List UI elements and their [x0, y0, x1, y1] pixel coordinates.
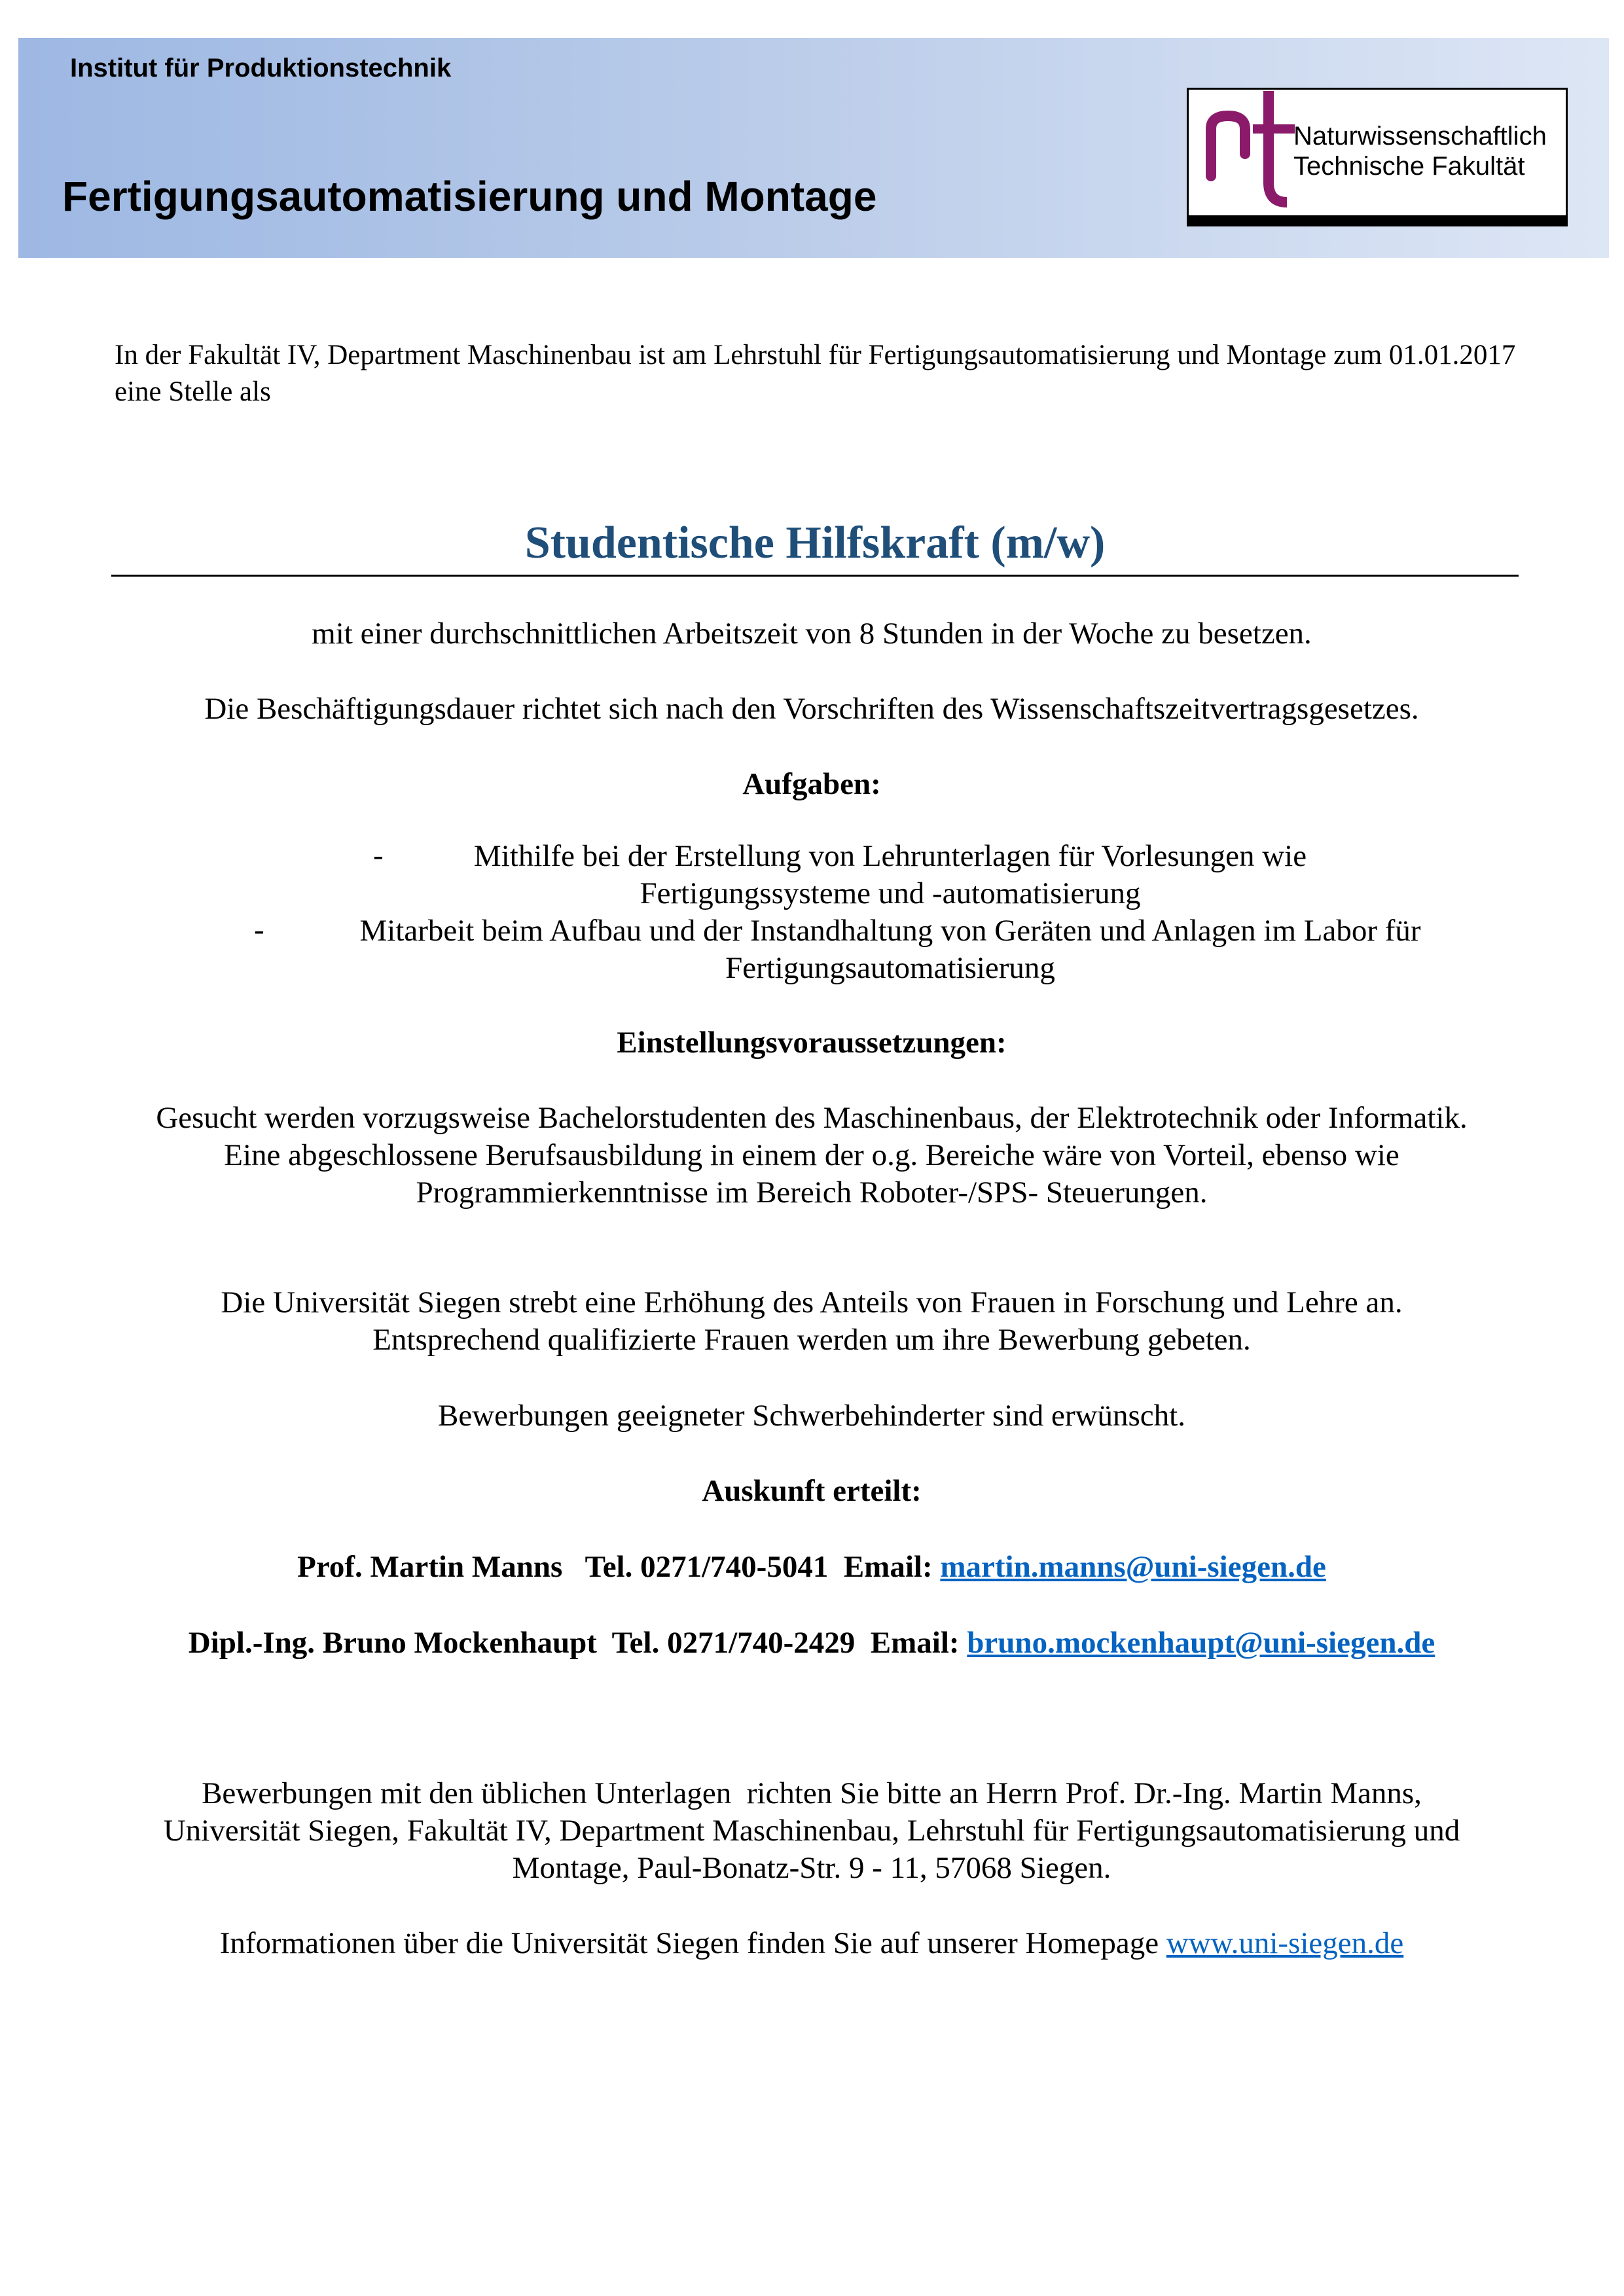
intro-paragraph: In der Fakultät IV, Department Maschinenbau ist am Lehrstuhl für Fertigungsautomatisierung und Montage zum 01.01.2017 eine Stelle als — [115, 340, 1516, 407]
contact-person-1-details: Prof. Martin Manns Tel. 0271/740-5041 Email: — [297, 1550, 941, 1584]
contact-person-1 — [79, 1549, 1545, 1586]
task-2-line-1: Mitarbeit beim Aufbau und der Instandhaltung von Geräten und Anlagen im Labor für — [359, 914, 1421, 948]
task-2-line-2: Fertigungsautomatisierung — [725, 951, 1055, 985]
homepage-info — [79, 1925, 1545, 1962]
disabled-applicants-text: Bewerbungen geeigneter Schwerbehinderter sind erwünscht. — [438, 1399, 1185, 1433]
task-2-bullet: - — [254, 913, 264, 947]
equality-line-2: Entsprechend qualifizierte Frauen werden um ihre Bewerbung gebeten. — [372, 1323, 1251, 1357]
title-divider — [111, 575, 1519, 577]
homepage-link[interactable]: www.uni-siegen.de — [1166, 1926, 1404, 1960]
requirements-heading: Einstellungsvoraussetzungen: — [617, 1026, 1007, 1060]
application-line-1: Bewerbungen mit den üblichen Unterlagen richten Sie bitte an Herrn Prof. Dr.-Ing. Martin Manns, — [202, 1776, 1422, 1810]
homepage-info-text: Informationen über die Universität Siegen finden Sie auf unserer Homepage — [219, 1926, 1166, 1960]
logo-line-2: Technische Fakultät — [1293, 152, 1525, 181]
application-line-2: Universität Siegen, Fakultät IV, Department Maschinenbau, Lehrstuhl für Fertigungsautomatisierung und — [163, 1814, 1460, 1848]
institute-name: Institut für Produktionstechnik — [70, 54, 452, 82]
contact-person-2 — [79, 1624, 1545, 1662]
equality-line-1: Die Universität Siegen strebt eine Erhöhung des Anteils von Frauen in Forschung und Lehre an. — [221, 1285, 1403, 1319]
task-1-bullet: - — [373, 838, 384, 872]
requirements-line-2: Eine abgeschlossene Berufsausbildung in einem der o.g. Bereiche wäre von Vorteil, ebenso wie — [224, 1138, 1399, 1172]
work-time-text: mit einer durchschnittlichen Arbeitszeit von 8 Stunden in der Woche zu besetzen. — [312, 617, 1312, 651]
task-1-line-2: Fertigungssysteme und -automatisierung — [640, 876, 1141, 910]
faculty-logo — [1187, 88, 1568, 226]
logo-line-1: Naturwissenschaftlich — [1293, 122, 1547, 151]
chair-title: Fertigungsautomatisierung und Montage — [62, 173, 877, 220]
duration-text: Die Beschäftigungsdauer richtet sich nach den Vorschriften des Wissenschaftszeitvertragsgesetzes. — [204, 692, 1419, 726]
requirements-line-1: Gesucht werden vorzugsweise Bachelorstudenten des Maschinenbaus, der Elektrotechnik oder Informatik. — [156, 1101, 1468, 1135]
contact-email-1-link[interactable]: martin.manns@uni-siegen.de — [940, 1550, 1326, 1584]
requirements-line-3: Programmierkenntnisse im Bereich Roboter-/SPS- Steuerungen. — [416, 1175, 1208, 1210]
application-line-3: Montage, Paul-Bonatz-Str. 9 - 11, 57068 Siegen. — [512, 1851, 1111, 1885]
task-1-line-1: Mithilfe bei der Erstellung von Lehrunterlagen für Vorlesungen wie — [473, 839, 1307, 873]
contact-heading: Auskunft erteilt: — [702, 1474, 922, 1508]
faculty-logo-text — [1293, 121, 1547, 181]
contact-person-2-details: Dipl.-Ing. Bruno Mockenhaupt Tel. 0271/740-2429 Email: — [188, 1626, 967, 1660]
job-title: Studentische Hilfskraft (m/w) — [524, 518, 1106, 568]
faculty-logo-mark-icon — [1197, 91, 1295, 215]
contact-email-2-link[interactable]: bruno.mockenhaupt@uni-siegen.de — [967, 1626, 1435, 1660]
tasks-heading: Aufgaben: — [742, 767, 881, 801]
